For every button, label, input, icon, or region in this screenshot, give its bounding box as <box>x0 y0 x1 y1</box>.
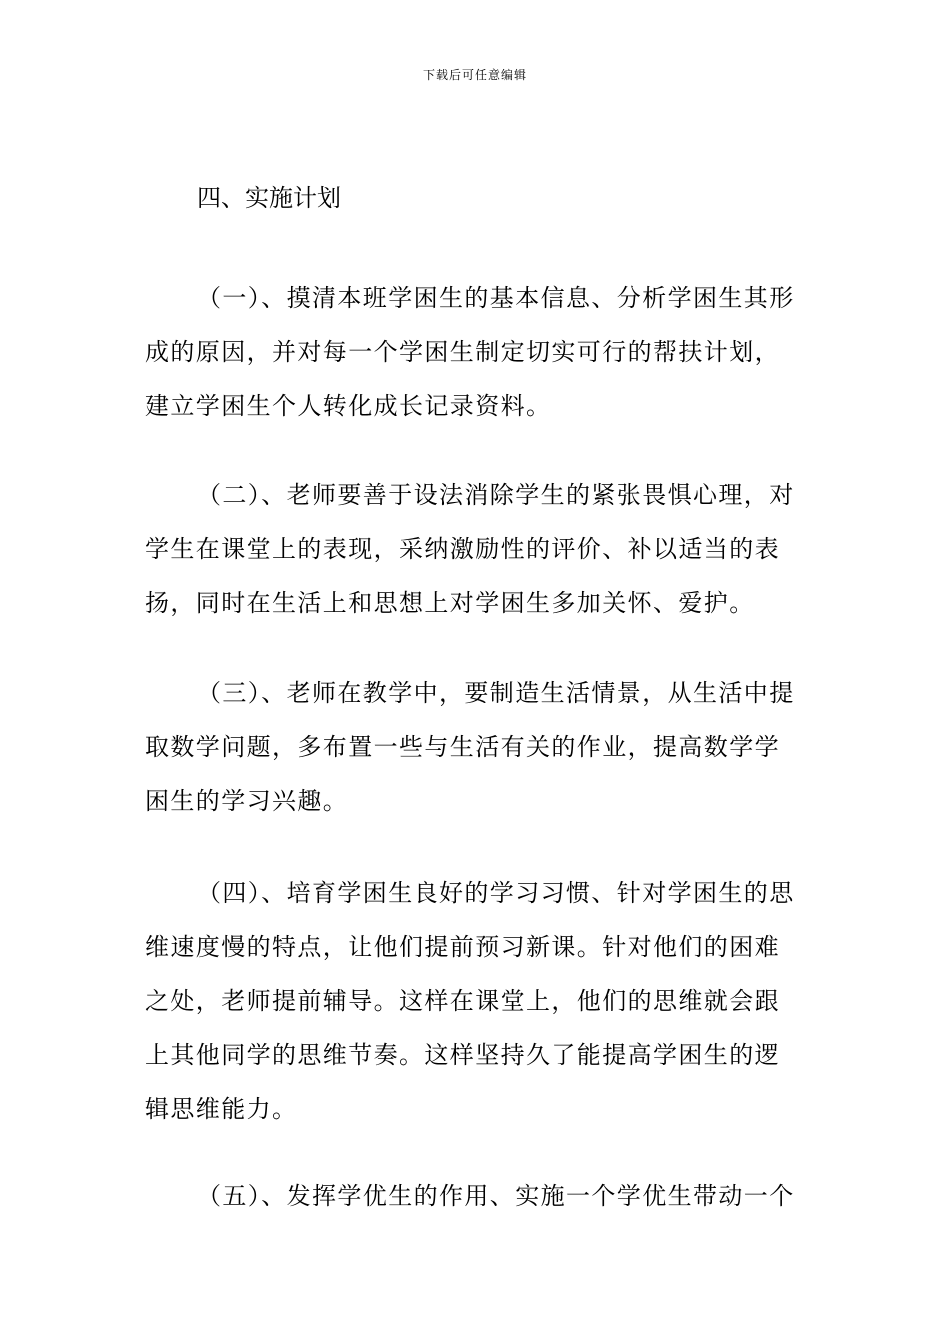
paragraph-line: 取数学问题，多布置一些与生活有关的作业，提高数学学 <box>145 733 780 761</box>
paragraph-line: 建立学困生个人转化成长记录资料。 <box>145 392 552 420</box>
paragraph-line: 之处，老师提前辅导。这样在课堂上，他们的思维就会跟 <box>145 987 780 1015</box>
paragraph-line: 上其他同学的思维节奏。这样坚持久了能提高学困生的逻 <box>145 1041 780 1069</box>
paragraph-line: （五）、发挥学优生的作用、实施一个学优生带动一个 <box>197 1182 795 1210</box>
paragraph-3 <box>145 666 825 828</box>
paragraph-line: （三）、老师在教学中，要制造生活情景，从生活中提 <box>197 679 795 707</box>
paragraph-line: 扬，同时在生活上和思想上对学困生多加关怀、爱护。 <box>145 589 755 617</box>
header-note: 下载后可任意编辑 <box>422 68 527 82</box>
paragraph-5 <box>145 1169 825 1223</box>
paragraph-line: 维速度慢的特点，让他们提前预习新课。针对他们的困难 <box>145 933 780 961</box>
section-heading: 四、实施计划 <box>197 184 341 212</box>
paragraph-line: 困生的学习兴趣。 <box>145 787 349 815</box>
paragraph-line: 辑思维能力。 <box>145 1095 298 1123</box>
paragraph-line: （四）、培育学困生良好的学习习惯、针对学困生的思 <box>197 879 795 907</box>
paragraph-line: （二）、老师要善于设法消除学生的紧张畏惧心理，对 <box>197 481 795 509</box>
paragraph-line: 成的原因，并对每一个学困生制定切实可行的帮扶计划， <box>145 338 780 366</box>
paragraph-1 <box>145 271 825 433</box>
paragraph-line: （一）、摸清本班学困生的基本信息、分析学困生其形 <box>197 284 795 312</box>
paragraph-4 <box>145 866 825 1136</box>
paragraph-line: 学生在课堂上的表现，采纳激励性的评价、补以适当的表 <box>145 535 780 563</box>
paragraph-2 <box>145 468 825 630</box>
